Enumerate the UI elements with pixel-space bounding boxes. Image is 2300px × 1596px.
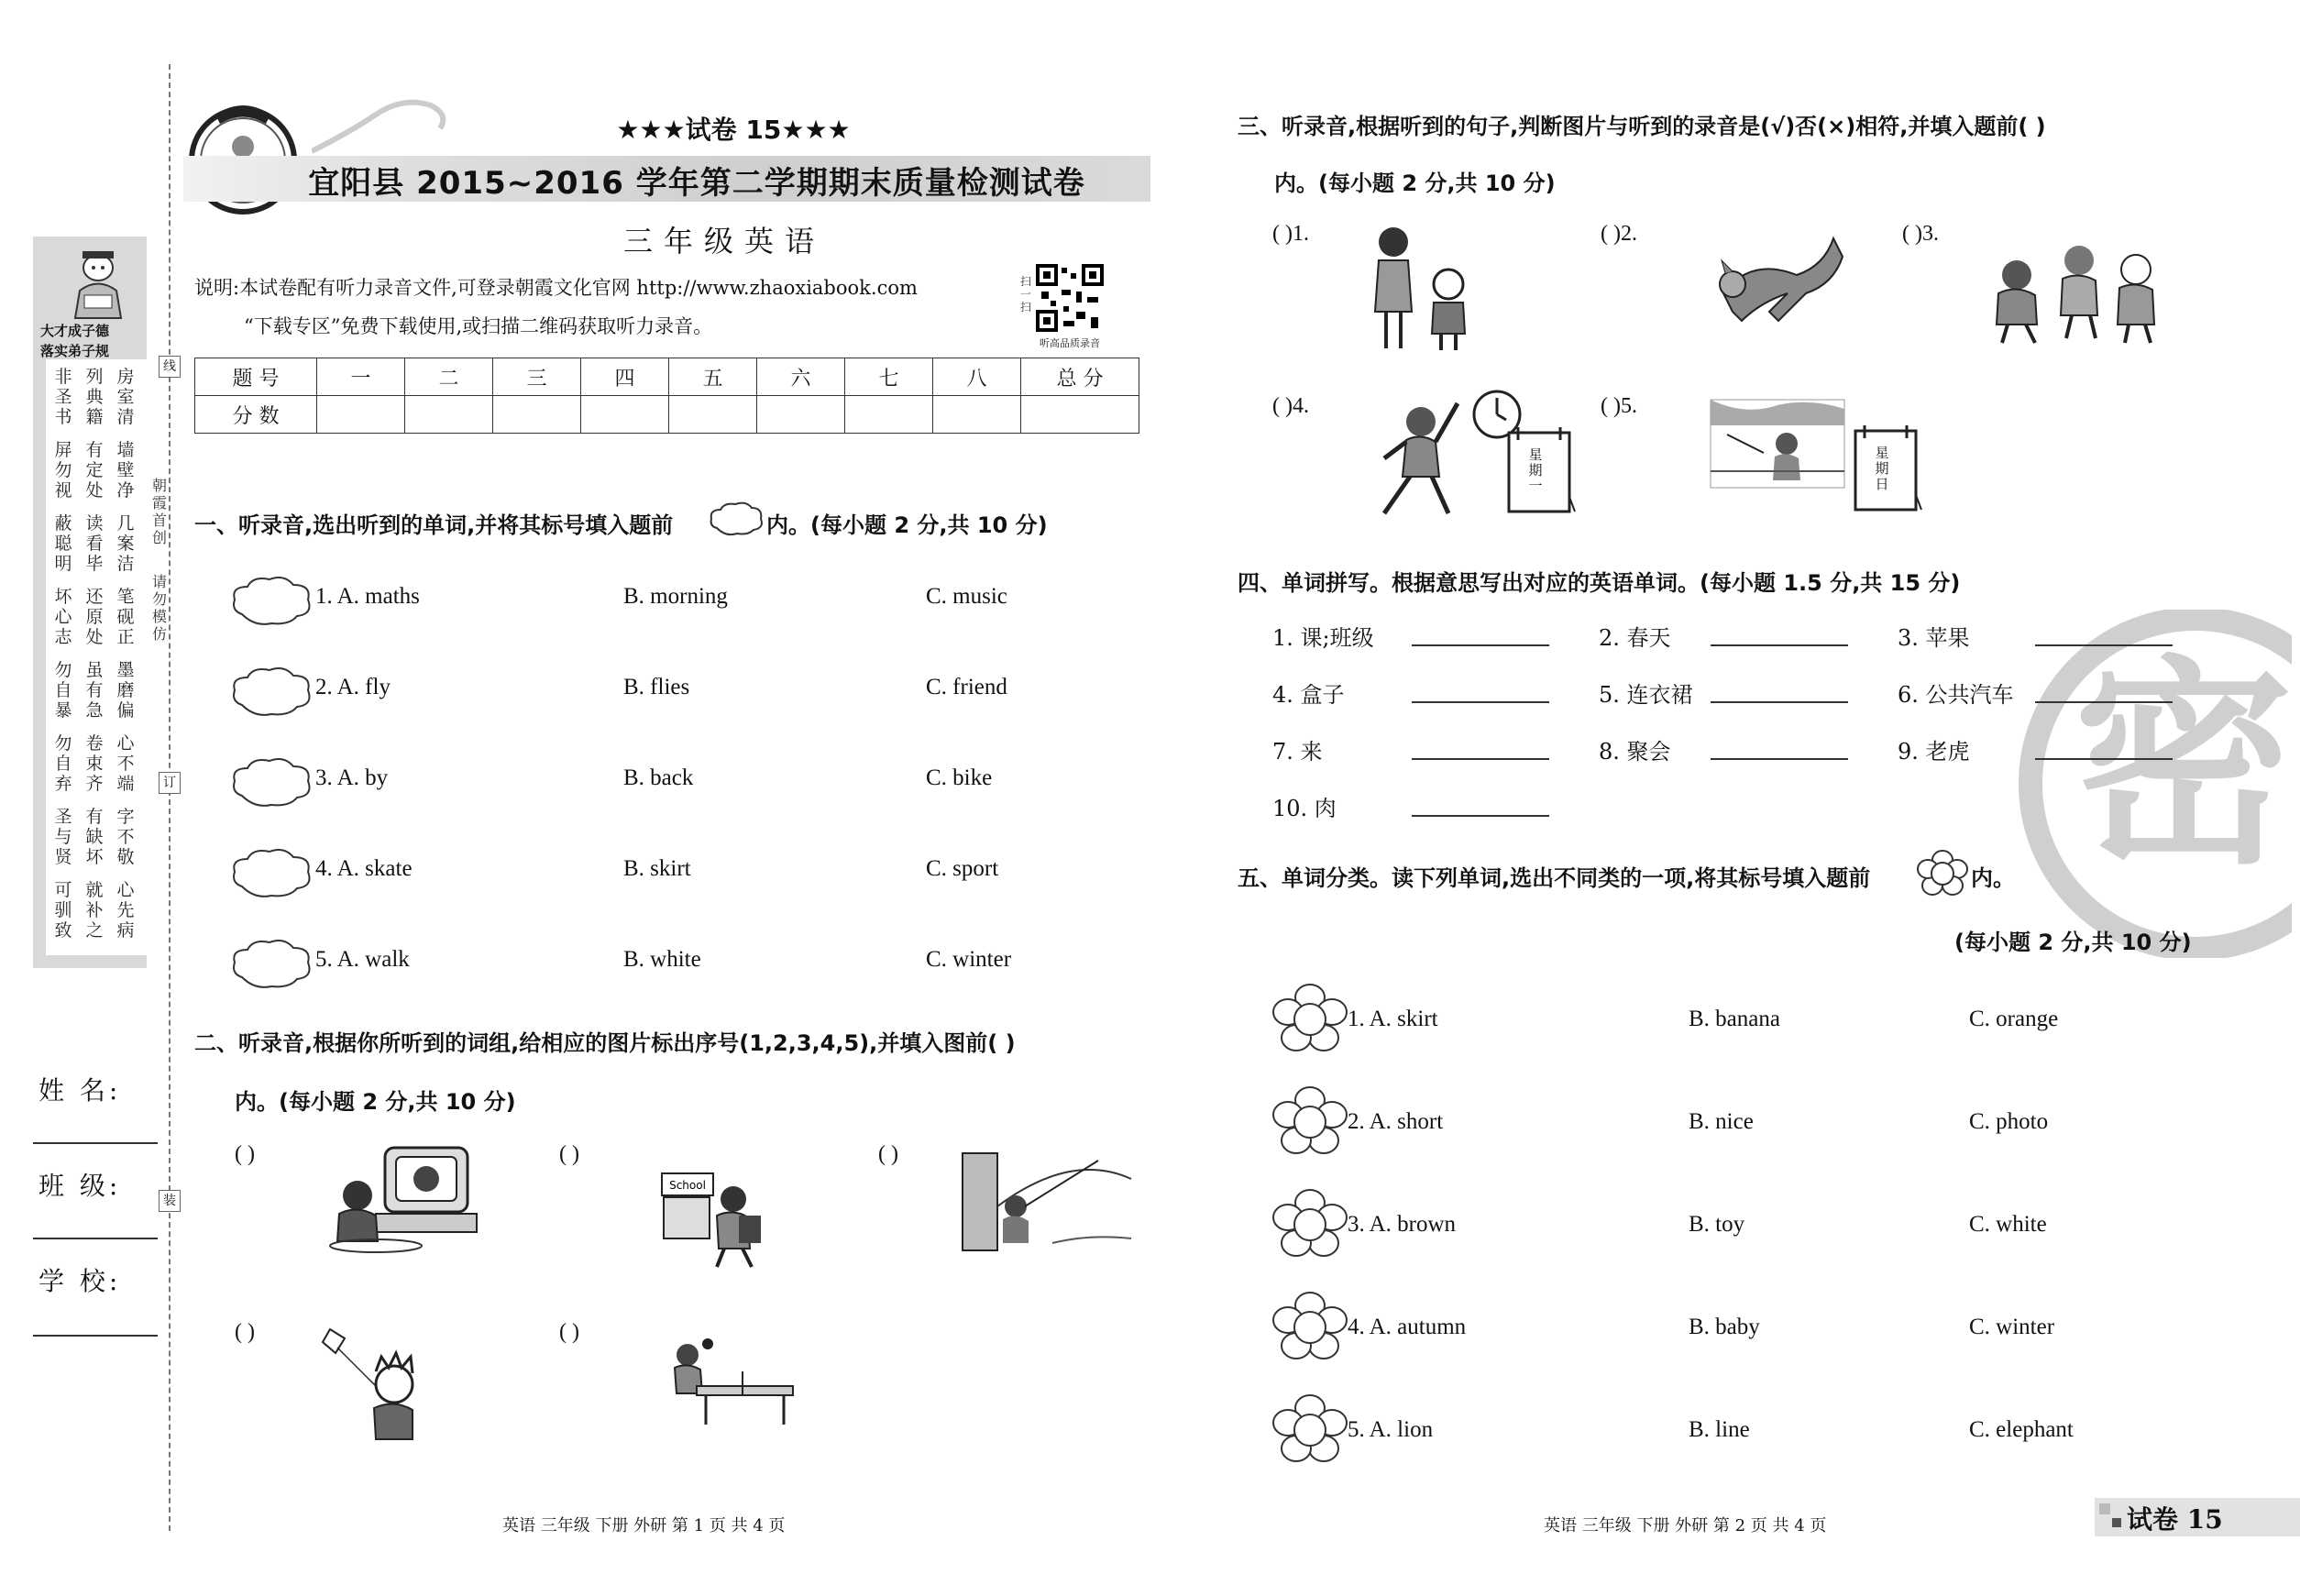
option-c: C. sport bbox=[926, 856, 999, 881]
subject-title: 三年级英语 bbox=[622, 224, 825, 259]
answer-paren[interactable]: ( ) bbox=[235, 1142, 255, 1166]
motto-col: 卷束齐 bbox=[85, 733, 104, 794]
seal-char: 装 bbox=[159, 1190, 181, 1212]
name-field[interactable] bbox=[33, 1142, 158, 1144]
spelling-prompt: 8. 聚会 bbox=[1599, 739, 1671, 765]
qr-scan-hint: 扫一扫 bbox=[1019, 275, 1031, 314]
page-footer-right: 英语 三年级 下册 外研 第 2 页 共 4 页 bbox=[1544, 1516, 1827, 1535]
name-label: 姓 名: bbox=[39, 1075, 122, 1106]
spelling-prompt: 4. 盒子 bbox=[1272, 682, 1345, 708]
vertical-note-1: 朝霞首创 bbox=[151, 477, 167, 546]
instructions-line-1: 说明:本试卷配有听力录音文件,可登录朝霞文化官网 http://www.zhaoxiabook.com bbox=[194, 277, 918, 299]
svg-text:School: School bbox=[669, 1179, 706, 1192]
option-c: C. winter bbox=[926, 947, 1012, 972]
option-a: 2. A. fly bbox=[315, 675, 391, 699]
answer-blank[interactable] bbox=[1711, 644, 1848, 646]
table-cell: 一 bbox=[317, 358, 405, 396]
boy-carrying-school-bag-picture bbox=[653, 1164, 781, 1270]
answer-blank[interactable] bbox=[1711, 758, 1848, 760]
table-cell: 分 数 bbox=[195, 396, 317, 434]
cloud-answer-box-icon[interactable] bbox=[229, 755, 315, 809]
option-a: 1. A. skirt bbox=[1348, 1007, 1438, 1031]
option-b: B. morning bbox=[623, 584, 728, 609]
score-cell[interactable] bbox=[405, 396, 493, 434]
score-cell[interactable] bbox=[757, 396, 845, 434]
motto-col: 房室清 bbox=[116, 367, 135, 427]
calendar-text: 星期一 bbox=[1528, 446, 1543, 494]
school-label: 学 校: bbox=[39, 1266, 122, 1296]
motto-col: 列典籍 bbox=[85, 367, 104, 427]
table-row bbox=[195, 396, 1139, 434]
page-footer-left: 英语 三年级 下册 外研 第 1 页 共 4 页 bbox=[502, 1516, 786, 1535]
boy-fishing-rain-picture bbox=[1709, 398, 1846, 490]
answer-blank[interactable] bbox=[2035, 758, 2173, 760]
motto-col: 心先病 bbox=[116, 880, 135, 941]
motto-columns bbox=[46, 359, 147, 955]
girl-exercising-picture bbox=[1366, 385, 1485, 518]
option-c: C. bike bbox=[926, 765, 993, 790]
spelling-prompt: 7. 来 bbox=[1272, 739, 1323, 765]
spelling-prompt: 5. 连衣裙 bbox=[1599, 682, 1693, 708]
answer-paren[interactable]: ( ) bbox=[235, 1320, 255, 1344]
flower-answer-icon bbox=[1916, 849, 1969, 898]
option-a: 2. A. short bbox=[1348, 1109, 1444, 1134]
motto-col: 可驯致 bbox=[54, 880, 72, 941]
answer-blank[interactable] bbox=[1412, 644, 1549, 646]
option-b: B. line bbox=[1689, 1417, 1750, 1442]
flower-answer-box-icon[interactable] bbox=[1271, 983, 1349, 1056]
motto-col: 几案洁 bbox=[116, 513, 135, 574]
option-b: B. skirt bbox=[623, 856, 691, 881]
answer-paren[interactable]: ( )4. bbox=[1272, 394, 1309, 418]
table-cell: 七 bbox=[845, 358, 933, 396]
scholar-mascot-icon bbox=[57, 240, 139, 323]
cloud-answer-icon bbox=[708, 501, 765, 537]
seal-char: 线 bbox=[159, 356, 181, 378]
motto-caption-2: 落实弟子规 bbox=[40, 343, 110, 359]
cloud-answer-box-icon[interactable] bbox=[229, 937, 315, 990]
motto-col: 有定处 bbox=[85, 440, 104, 501]
cloud-answer-box-icon[interactable] bbox=[229, 574, 315, 627]
motto-col: 蔽聪明 bbox=[54, 513, 72, 574]
motto-col: 有缺坏 bbox=[85, 807, 104, 867]
qr-caption: 听高品质录音 bbox=[1040, 337, 1100, 349]
spelling-prompt: 6. 公共汽车 bbox=[1898, 682, 2014, 708]
option-b: B. banana bbox=[1689, 1007, 1780, 1031]
option-c: C. elephant bbox=[1969, 1417, 2074, 1442]
answer-paren[interactable]: ( ) bbox=[559, 1142, 579, 1166]
motto-col: 读看毕 bbox=[85, 513, 104, 574]
answer-paren[interactable]: ( )1. bbox=[1272, 222, 1309, 246]
answer-paren[interactable]: ( ) bbox=[878, 1142, 898, 1166]
option-a: 5. A. walk bbox=[315, 947, 410, 972]
score-cell[interactable] bbox=[1021, 396, 1139, 434]
vertical-note-2: 请勿模仿 bbox=[151, 573, 167, 643]
option-a: 4. A. skate bbox=[315, 856, 413, 881]
boy-at-computer-picture bbox=[321, 1140, 486, 1255]
answer-blank[interactable] bbox=[1711, 701, 1848, 703]
flower-answer-box-icon[interactable] bbox=[1271, 1291, 1349, 1364]
table-cell: 四 bbox=[581, 358, 669, 396]
spelling-prompt: 1. 课;班级 bbox=[1272, 625, 1374, 651]
spelling-prompt: 9. 老虎 bbox=[1898, 739, 1970, 765]
table-cell: 六 bbox=[757, 358, 845, 396]
class-field[interactable] bbox=[33, 1238, 158, 1239]
answer-blank[interactable] bbox=[2035, 701, 2173, 703]
score-cell[interactable] bbox=[845, 396, 933, 434]
flower-answer-box-icon[interactable] bbox=[1271, 1188, 1349, 1261]
score-cell[interactable] bbox=[669, 396, 757, 434]
badge-decoration bbox=[2099, 1503, 2110, 1514]
spelling-prompt: 2. 春天 bbox=[1599, 625, 1671, 651]
motto-col: 字不敬 bbox=[116, 807, 135, 867]
section-5-title-tail: 内。 bbox=[1971, 865, 2015, 891]
exam-title: 宜阳县 2015~2016 学年第二学期期末质量检测试卷 bbox=[308, 165, 1085, 202]
answer-paren[interactable]: ( )2. bbox=[1601, 222, 1637, 246]
footer-badge: 试卷 15 bbox=[2127, 1504, 2223, 1535]
answer-blank[interactable] bbox=[1412, 815, 1549, 817]
option-b: B. baby bbox=[1689, 1315, 1760, 1339]
option-a: 4. A. autumn bbox=[1348, 1315, 1467, 1339]
option-a: 3. A. brown bbox=[1348, 1212, 1457, 1237]
section-1-title: 一、听录音,选出听到的单词,并将其标号填入题前 bbox=[194, 512, 674, 538]
section-3-title-line2: 内。(每小题 2 分,共 10 分) bbox=[1274, 171, 1556, 196]
answer-blank[interactable] bbox=[2035, 644, 2173, 646]
motto-col: 就补之 bbox=[85, 880, 104, 941]
motto-col: 非圣书 bbox=[54, 367, 72, 427]
option-b: B. toy bbox=[1689, 1212, 1745, 1237]
motto-col: 勿自弃 bbox=[54, 733, 72, 794]
school-field[interactable] bbox=[33, 1335, 158, 1337]
answer-paren[interactable]: ( ) bbox=[559, 1320, 579, 1344]
flower-answer-box-icon[interactable] bbox=[1271, 1393, 1349, 1467]
score-cell[interactable] bbox=[581, 396, 669, 434]
table-cell: 总 分 bbox=[1021, 358, 1139, 396]
calendar-text: 星期日 bbox=[1875, 445, 1889, 492]
section-5-score-note: (每小题 2 分,共 10 分) bbox=[1954, 930, 2192, 955]
fox-picture bbox=[1705, 220, 1852, 339]
motto-col: 圣与贤 bbox=[54, 807, 72, 867]
boy-fishing-picture bbox=[961, 1151, 1135, 1252]
motto-col: 笔砚正 bbox=[116, 587, 135, 647]
option-a: 1. A. maths bbox=[315, 584, 420, 609]
section-3-title: 三、听录音,根据听到的句子,判断图片与听到的录音是(√)否(×)相符,并填入题前( ) bbox=[1238, 114, 2046, 139]
motto-col: 坏心志 bbox=[54, 587, 72, 647]
motto-col: 还原处 bbox=[85, 587, 104, 647]
score-cell[interactable] bbox=[933, 396, 1021, 434]
option-c: C. winter bbox=[1969, 1315, 2055, 1339]
motto-caption-1: 大才成子德 bbox=[40, 323, 110, 339]
section-1-title-tail: 内。(每小题 2 分,共 10 分) bbox=[766, 512, 1048, 538]
table-cell: 二 bbox=[405, 358, 493, 396]
cloud-answer-box-icon[interactable] bbox=[229, 665, 315, 718]
section-2-title-line2: 内。(每小题 2 分,共 10 分) bbox=[235, 1089, 516, 1115]
score-cell[interactable] bbox=[317, 396, 405, 434]
table-cell: 三 bbox=[493, 358, 581, 396]
table-row bbox=[195, 358, 1139, 396]
option-c: C. music bbox=[926, 584, 1007, 609]
badge-decoration bbox=[2112, 1518, 2121, 1527]
section-5-title: 五、单词分类。读下列单词,选出不同类的一项,将其标号填入题前 bbox=[1238, 865, 1871, 891]
option-c: C. friend bbox=[926, 675, 1007, 699]
table-cell: 八 bbox=[933, 358, 1021, 396]
motto-col: 墨磨偏 bbox=[116, 660, 135, 721]
table-cell: 题 号 bbox=[195, 358, 317, 396]
spelling-prompt: 10. 肉 bbox=[1272, 796, 1337, 821]
boy-flying-kite-picture bbox=[321, 1326, 440, 1449]
score-table bbox=[194, 358, 1139, 434]
class-label: 班 级: bbox=[39, 1171, 122, 1201]
option-b: B. nice bbox=[1689, 1109, 1754, 1134]
ribbon-decoration-icon bbox=[312, 96, 458, 160]
motto-col: 勿自暴 bbox=[54, 660, 72, 721]
seal-char: 订 bbox=[159, 772, 181, 794]
option-b: B. flies bbox=[623, 675, 690, 699]
binding-line bbox=[169, 64, 171, 1531]
option-b: B. white bbox=[623, 947, 701, 972]
option-a: 3. A. by bbox=[315, 765, 389, 790]
flower-answer-box-icon[interactable] bbox=[1271, 1085, 1349, 1159]
instructions-line-2: “下载专区”免费下载使用,或扫描二维码获取听力录音。 bbox=[244, 315, 713, 337]
option-c: C. orange bbox=[1969, 1007, 2059, 1031]
spelling-prompt: 3. 苹果 bbox=[1898, 625, 1970, 651]
girl-playing-table-tennis-picture bbox=[651, 1335, 798, 1426]
motto-col: 心不端 bbox=[116, 733, 135, 794]
paper-number: ★★★试卷 15★★★ bbox=[616, 115, 851, 145]
answer-paren[interactable]: ( )5. bbox=[1601, 394, 1637, 418]
cloud-answer-box-icon[interactable] bbox=[229, 846, 315, 899]
answer-blank[interactable] bbox=[1412, 701, 1549, 703]
answer-paren[interactable]: ( )3. bbox=[1902, 222, 1939, 246]
answer-blank[interactable] bbox=[1412, 758, 1549, 760]
section-2-title: 二、听录音,根据你所听到的词组,给相应的图片标出序号(1,2,3,4,5),并填入图前( ) bbox=[194, 1030, 1016, 1056]
table-cell: 五 bbox=[669, 358, 757, 396]
option-c: C. white bbox=[1969, 1212, 2047, 1237]
motto-col: 虽有急 bbox=[85, 660, 104, 721]
watermark-char: 密 bbox=[2074, 637, 2294, 894]
option-b: B. back bbox=[623, 765, 694, 790]
section-4-title: 四、单词拼写。根据意思写出对应的英语单词。(每小题 1.5 分,共 15 分) bbox=[1238, 570, 1961, 596]
girl-and-boy-picture bbox=[1366, 220, 1485, 353]
option-a: 5. A. lion bbox=[1348, 1417, 1434, 1442]
qr-code-icon[interactable] bbox=[1036, 264, 1104, 332]
children-playing-in-winter-picture bbox=[1971, 224, 2168, 347]
motto-col: 墙壁净 bbox=[116, 440, 135, 501]
motto-col: 屏勿视 bbox=[54, 440, 72, 501]
option-c: C. photo bbox=[1969, 1109, 2049, 1134]
score-cell[interactable] bbox=[493, 396, 581, 434]
